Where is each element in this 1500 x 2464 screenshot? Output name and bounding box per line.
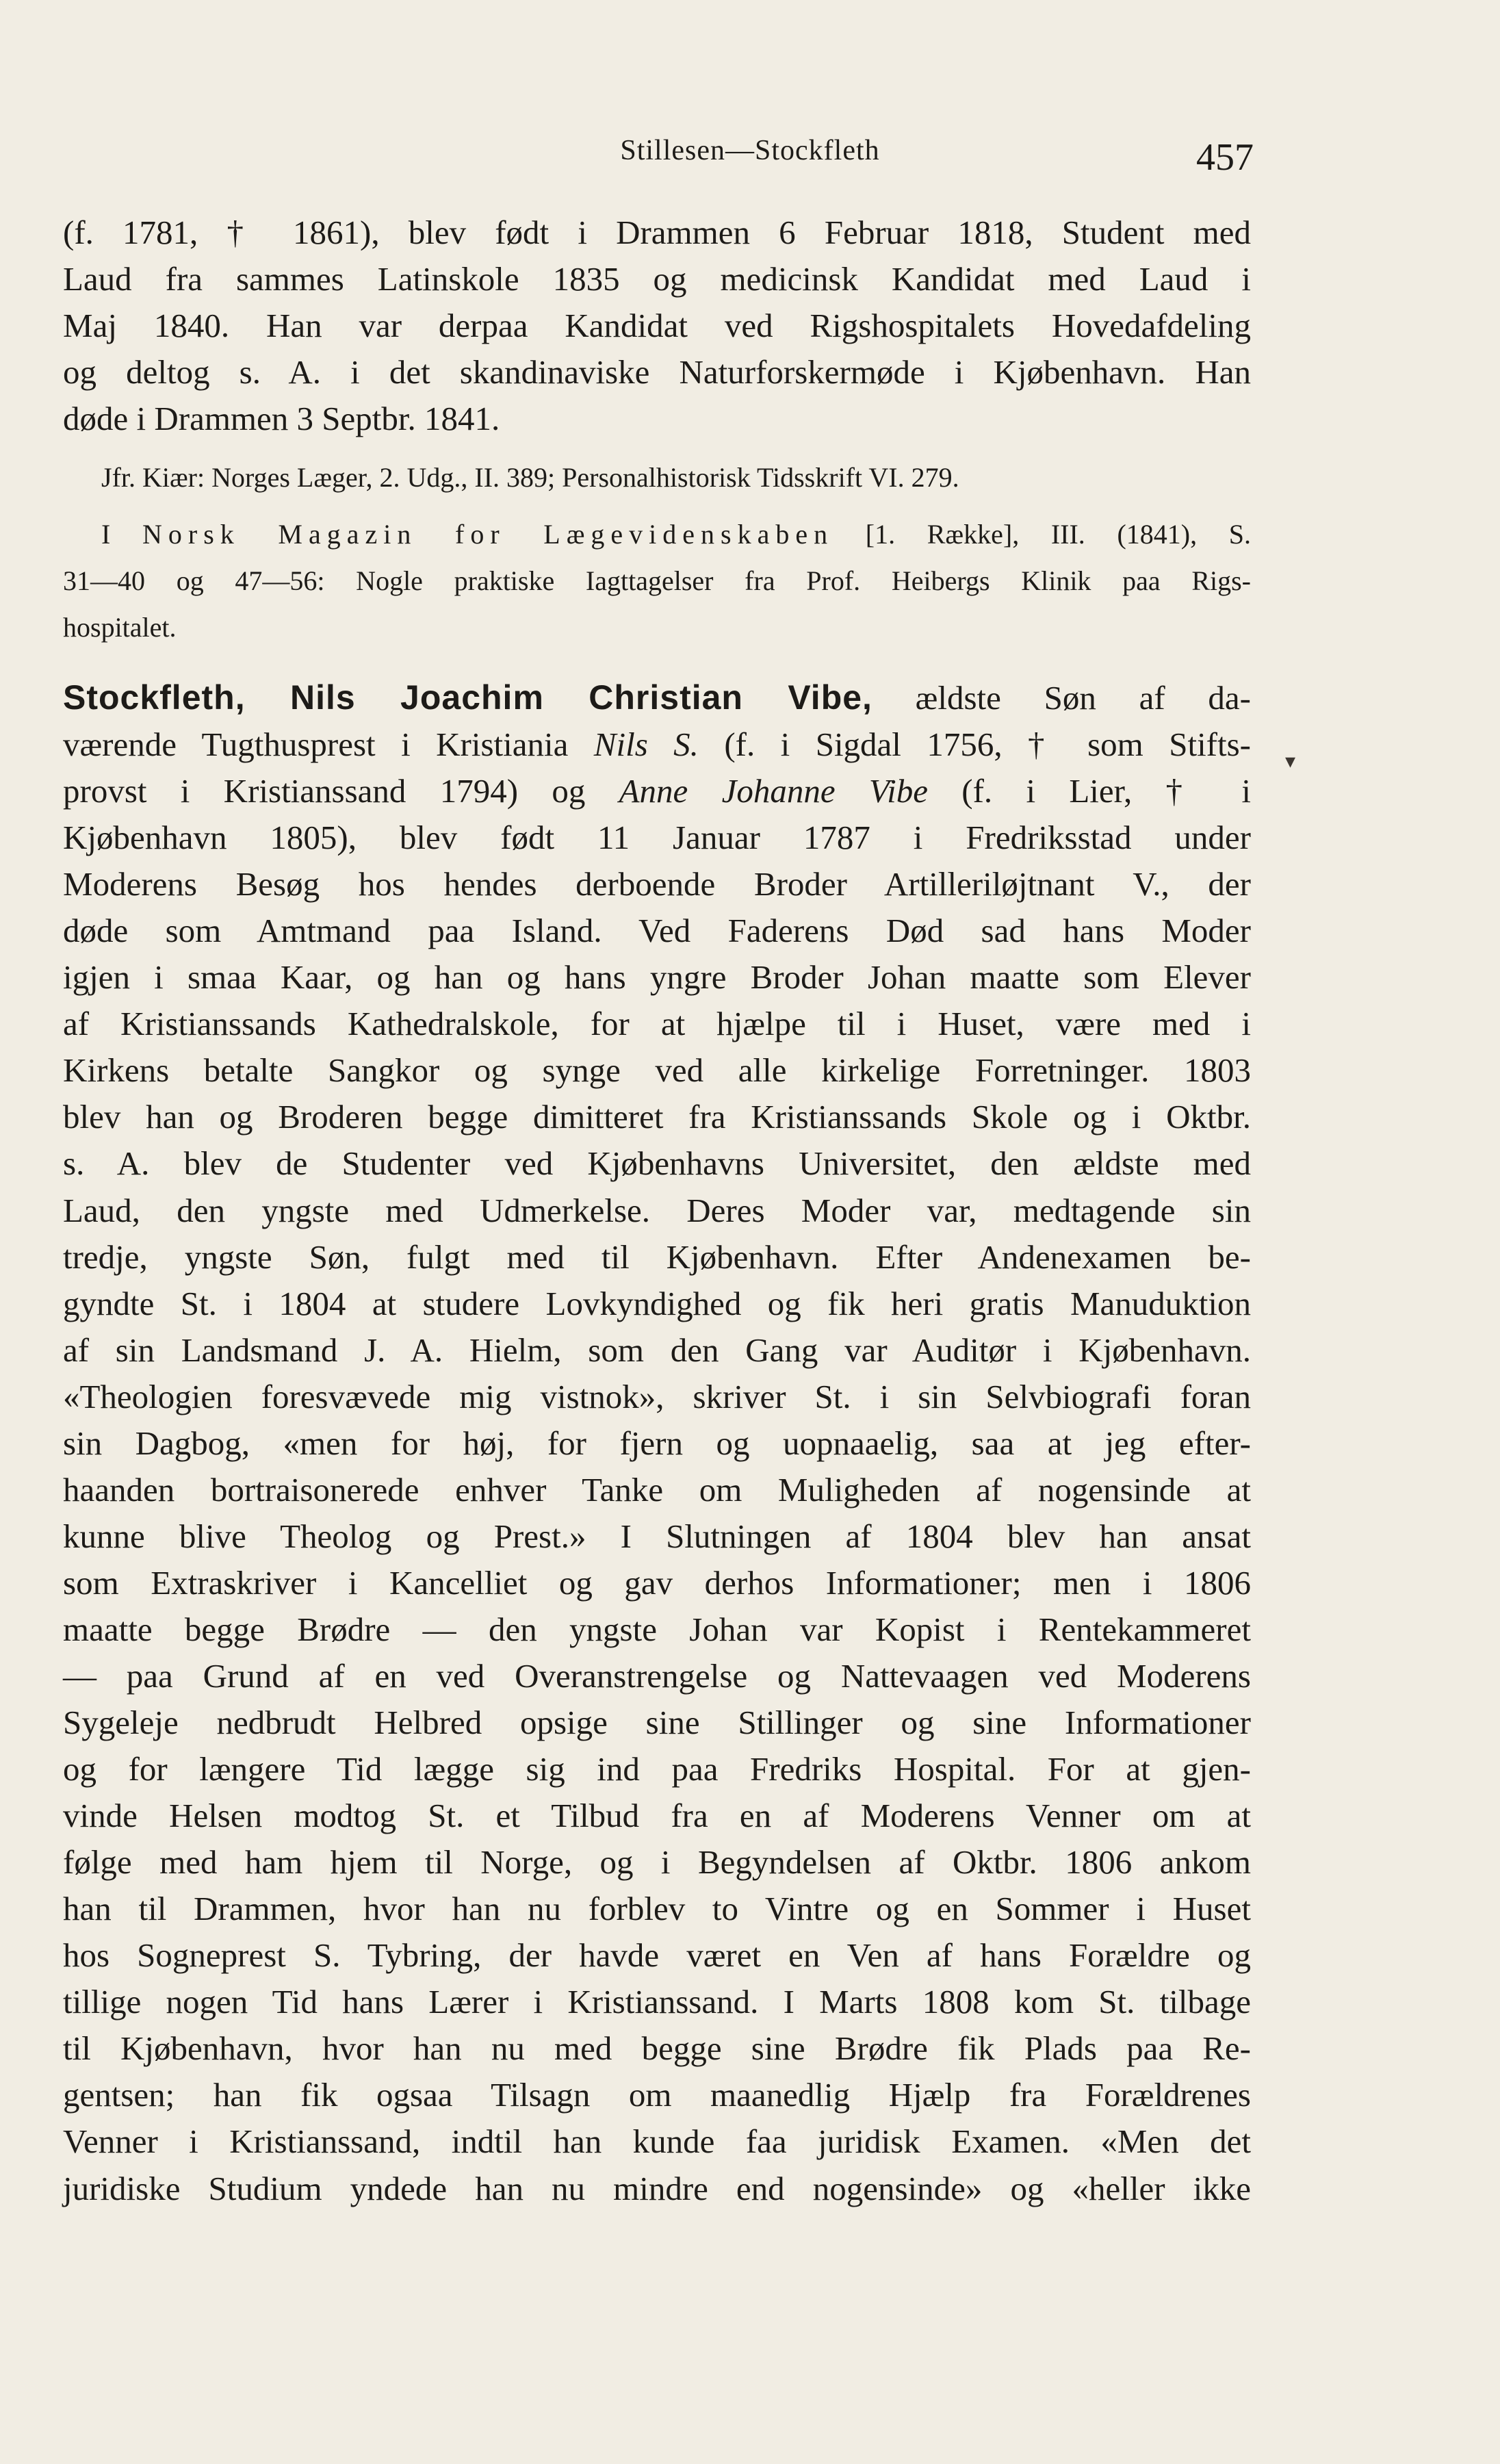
reference-note [63,454,1251,501]
note-line: 31—40 og 47—56: Nogle praktiske Iagttagelser fra Prof. Heibergs Klinik paa Rigs- [63,565,1251,596]
text-line: døde som Amtmand paa Island. Ved Faderens Død sad hans Moder [63,912,1251,950]
journal-title: Norsk Magazin for Lægevidenskaben [142,519,834,550]
text-line: tillige nogen Tid hans Lærer i Kristianssand. I Marts 1808 kom St. tilbage [63,1983,1251,2021]
bibliography-note [63,511,1251,651]
text-fragment: provst i Kristianssand 1794) og [63,772,619,810]
text-fragment: ældste Søn af da- [872,679,1251,717]
margin-ink-speck: ▾ [1285,750,1296,773]
paragraph-stillesen-end [63,209,1251,442]
text-line: (f. 1781, † 1861), blev født i Drammen 6 Februar 1818, Student med [63,214,1251,251]
text-line: Laud, den yngste med Udmerkelse. Deres Moder var, medtagende sin [63,1191,1251,1229]
text-line: følge med ham hjem til Norge, og i Begyndelsen af Oktbr. 1806 ankom [63,1843,1251,1882]
note-lead: I [101,519,142,550]
text-line: kunne blive Theolog og Prest.» I Slutningen af 1804 blev han ansat [63,1517,1251,1555]
entry-heading: Stockfleth, Nils Joachim Christian Vibe, [63,678,872,717]
text-fragment: (f. i Sigdal 1756, † som Stifts- [698,726,1251,764]
text-line: Sygeleje nedbrudt Helbred opsige sine Stillinger og sine Informationer [63,1704,1251,1742]
note-line [63,511,1251,558]
text-line: hos Sogneprest S. Tybring, der havde været en Ven af hans Forældre og [63,1936,1251,1975]
text-line: juridiske Studium yndede han nu mindre end nogensinde» og «heller ikke [63,2169,1251,2207]
text-line: Venner i Kristianssand, indtil han kunde faa juridisk Examen. «Men det [63,2122,1251,2161]
text-line: — paa Grund af en ved Overanstrengelse og Nattevaagen ved Moderens [63,1656,1251,1695]
text-line: Moderens Besøg hos hendes derboende Broder Artilleriløjtnant V., der [63,865,1251,903]
text-line: haanden bortraisonerede enhver Tanke om Muligheden af nogensinde at [63,1470,1251,1509]
text-line [63,674,1251,721]
note-line: Jfr. Kiær: Norges Læger, 2. Udg., II. 389; Personalhistorisk Tidsskrift VI. 279. [101,462,959,493]
text-fragment: (f. i Lier, † i [928,772,1251,810]
text-line: sin Dagbog, «men for høj, for fjern og uopnaaelig, saa at jeg efter- [63,1424,1251,1462]
text-line: maatte begge Brødre — den yngste Johan var Kopist i Rentekammeret [63,1610,1251,1648]
text-line: Laud fra sammes Latinskole 1835 og medicinsk Kandidat med Laud i [63,260,1251,298]
text-line: og for længere Tid lægge sig ind paa Fredriks Hospital. For at gjen- [63,1750,1251,1788]
text-fragment: værende Tugthusprest i Kristiania [63,726,594,764]
text-line: Kirkens betalte Sangkor og synge ved alle kirkelige Forretninger. 1803 [63,1051,1251,1090]
text-line: af Kristianssands Kathedralskole, for at hjælpe til i Huset, være med i [63,1005,1251,1043]
text-line: som Extraskriver i Kancelliet og gav derhos Informationer; men i 1806 [63,1563,1251,1602]
mother-name: Anne Johanne Vibe [619,772,929,810]
text-line: af sin Landsmand J. A. Hielm, som den Gang var Auditør i Kjøbenhavn. [63,1331,1251,1369]
paragraph-stockfleth [63,674,1251,2212]
text-line: til Kjøbenhavn, hvor han nu med begge sine Brødre fik Plads paa Re- [63,2029,1251,2068]
text-line: igjen i smaa Kaar, og han og hans yngre Broder Johan maatte som Elever [63,958,1251,997]
text-line: «Theologien foresvævede mig vistnok», skriver St. i sin Selvbiografi foran [63,1377,1251,1415]
text-line: gentsen; han fik ogsaa Tilsagn om maanedlig Hjælp fra Forældrenes [63,2076,1251,2114]
text-line: vinde Helsen modtog St. et Tilbud fra en af Moderens Venner om at [63,1797,1251,1835]
note-rest: [1. Række], III. (1841), S. [833,519,1251,550]
text-line: døde i Drammen 3 Septbr. 1841. [63,400,500,438]
note-line: hospitalet. [63,612,177,643]
father-name: Nils S. [593,726,699,764]
text-line: tredje, yngste Søn, fulgt med til Kjøbenhavn. Efter Andenexamen be- [63,1237,1251,1276]
text-line: Maj 1840. Han var derpaa Kandidat ved Rigshospitalets Hovedafdeling [63,307,1251,345]
text-line: gyndte St. i 1804 at studere Lovkyndighed og fik heri gratis Manuduktion [63,1284,1251,1322]
page-number: 457 [1196,136,1254,179]
text-line: blev han og Broderen begge dimitteret fra Kristianssands Skole og i Oktbr. [63,1098,1251,1136]
text-line: og deltog s. A. i det skandinaviske Naturforskermøde i Kjøbenhavn. Han [63,353,1251,392]
text-line [63,768,1251,814]
text-line: Kjøbenhavn 1805), blev født 11 Januar 1787 i Fredriksstad under [63,819,1251,857]
text-line [63,721,1251,768]
running-head: Stillesen—Stockfleth [620,135,880,166]
text-line: han til Drammen, hvor han nu forblev to Vintre og en Sommer i Huset [63,1890,1251,1928]
text-line: s. A. blev de Studenter ved Kjøbenhavns Universitet, den ældste med [63,1144,1251,1183]
